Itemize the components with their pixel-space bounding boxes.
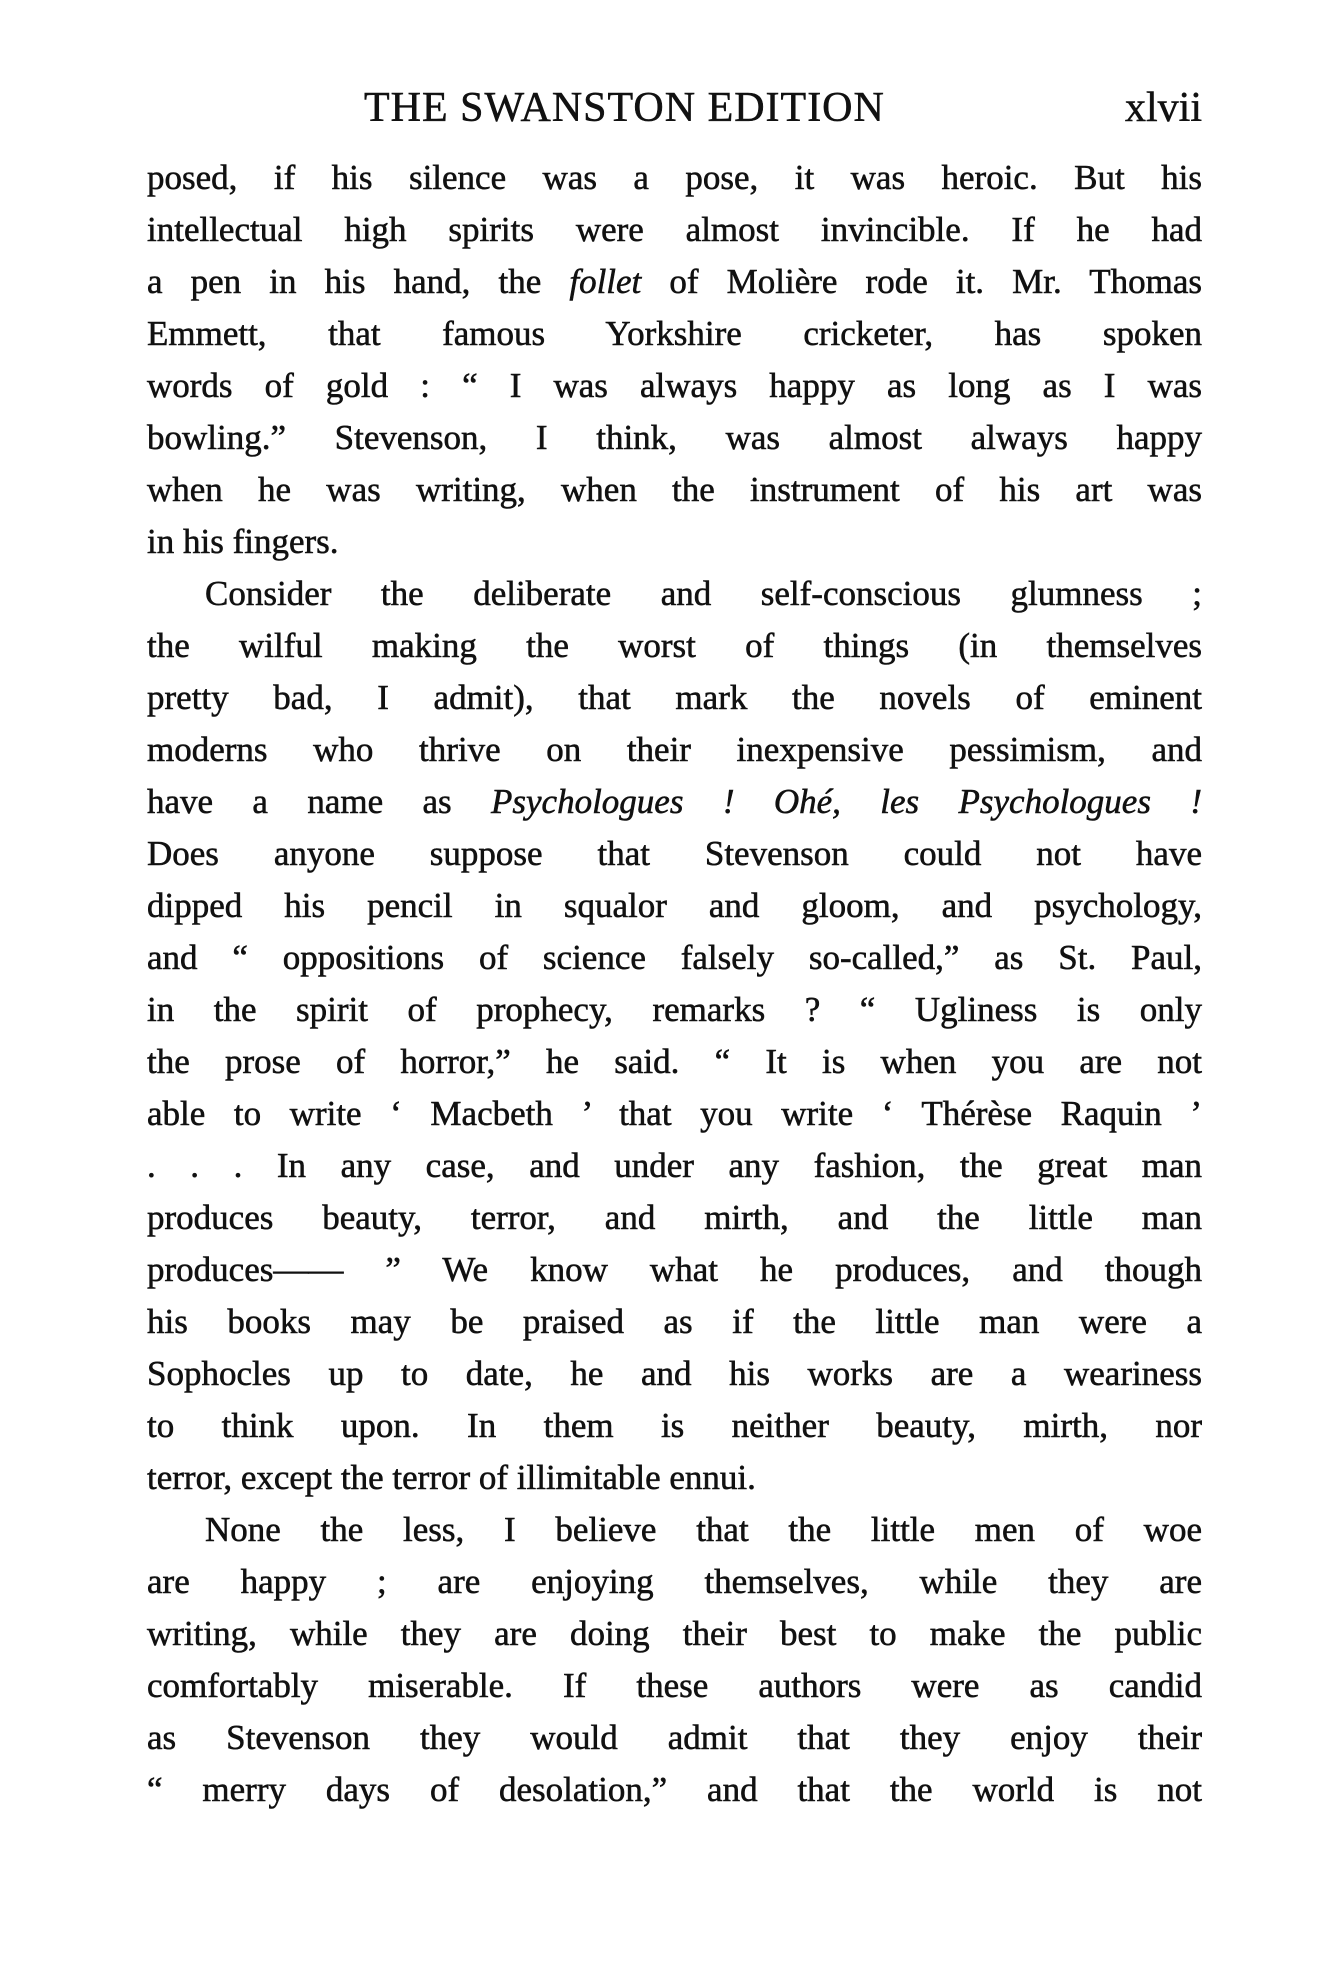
text-line [147, 1244, 1202, 1296]
italic-text: Psychologues ! Ohé, les Psychologues ! [491, 782, 1202, 821]
text-line [147, 568, 1202, 620]
text-segment: of Molière rode it. Mr. Thomas [641, 262, 1202, 301]
text-segment: terror, except the terror of illimitable ennui. [147, 1458, 756, 1497]
text-line [147, 672, 1202, 724]
text-segment: as Stevenson they would admit that they enjoy their [147, 1718, 1202, 1757]
text-line [147, 308, 1202, 360]
page-number: xlvii [1124, 85, 1202, 131]
text-segment: in the spirit of prophecy, remarks ? “ Ugliness is only [147, 990, 1202, 1029]
text-segment: words of gold : “ I was always happy as long as I was [147, 366, 1202, 405]
running-header [147, 84, 1202, 134]
text-line [147, 1660, 1202, 1712]
text-segment: are happy ; are enjoying themselves, while they are [147, 1562, 1202, 1601]
text-segment: comfortably miserable. If these authors were as candid [147, 1666, 1202, 1705]
text-segment: when he was writing, when the instrument of his art was [147, 470, 1202, 509]
text-line [147, 932, 1202, 984]
text-line [147, 516, 1202, 568]
text-segment: have a name as [147, 782, 492, 821]
text-line [147, 1504, 1202, 1556]
text-segment: produces beauty, terror, and mirth, and the little man [147, 1198, 1202, 1237]
text-segment: pretty bad, I admit), that mark the novels of eminent [147, 678, 1202, 717]
text-line [147, 464, 1202, 516]
text-line [147, 152, 1202, 204]
text-line [147, 360, 1202, 412]
text-line [147, 828, 1202, 880]
text-segment: his books may be praised as if the little man were a [147, 1302, 1202, 1341]
text-segment: posed, if his silence was a pose, it was heroic. But his [147, 158, 1202, 197]
text-segment: able to write ‘ Macbeth ’ that you write ‘ Thérèse Raquin ’ [147, 1094, 1202, 1133]
text-line [147, 1036, 1202, 1088]
text-line [147, 1556, 1202, 1608]
italic-text: follet [569, 262, 642, 301]
text-segment: None the less, I believe that the little men of woe [205, 1510, 1202, 1549]
text-line [147, 620, 1202, 672]
running-title: THE SWANSTON EDITION [364, 85, 885, 131]
text-line [147, 776, 1202, 828]
text-line [147, 1140, 1202, 1192]
text-segment: Sophocles up to date, he and his works are a weariness [147, 1354, 1202, 1393]
text-segment: dipped his pencil in squalor and gloom, and psychology, [147, 886, 1202, 925]
text-line [147, 1764, 1202, 1816]
text-segment: intellectual high spirits were almost invincible. If he had [147, 210, 1202, 249]
text-line [147, 204, 1202, 256]
text-segment: Emmett, that famous Yorkshire cricketer, has spoken [147, 314, 1202, 353]
text-segment: the prose of horror,” he said. “ It is when you are not [147, 1042, 1202, 1081]
text-segment: bowling.” Stevenson, I think, was almost always happy [147, 418, 1202, 457]
text-line [147, 724, 1202, 776]
text-line [147, 1348, 1202, 1400]
text-segment: Consider the deliberate and self-conscious glumness ; [205, 574, 1202, 613]
text-line [147, 1192, 1202, 1244]
text-line [147, 1608, 1202, 1660]
text-segment: produces—— ” We know what he produces, and though [147, 1250, 1202, 1289]
text-segment: moderns who thrive on their inexpensive pessimism, and [147, 730, 1202, 769]
text-line [147, 1296, 1202, 1348]
text-segment: writing, while they are doing their best to make the public [147, 1614, 1202, 1653]
text-line [147, 984, 1202, 1036]
text-line [147, 256, 1202, 308]
text-line [147, 1712, 1202, 1764]
text-segment: a pen in his hand, the [147, 262, 570, 301]
text-segment: “ merry days of desolation,” and that the world is not [147, 1770, 1202, 1809]
text-line [147, 412, 1202, 464]
text-segment: the wilful making the worst of things (in themselves [147, 626, 1202, 665]
body-text [147, 152, 1202, 1816]
text-segment: . . . In any case, and under any fashion, the great man [147, 1146, 1202, 1185]
text-segment: and “ oppositions of science falsely so-called,” as St. Paul, [147, 938, 1202, 977]
text-line [147, 1088, 1202, 1140]
text-line [147, 1452, 1202, 1504]
text-segment: Does anyone suppose that Stevenson could not have [147, 834, 1202, 873]
text-segment: in his fingers. [147, 522, 339, 561]
text-line [147, 1400, 1202, 1452]
text-segment: to think upon. In them is neither beauty, mirth, nor [147, 1406, 1202, 1445]
text-line [147, 880, 1202, 932]
